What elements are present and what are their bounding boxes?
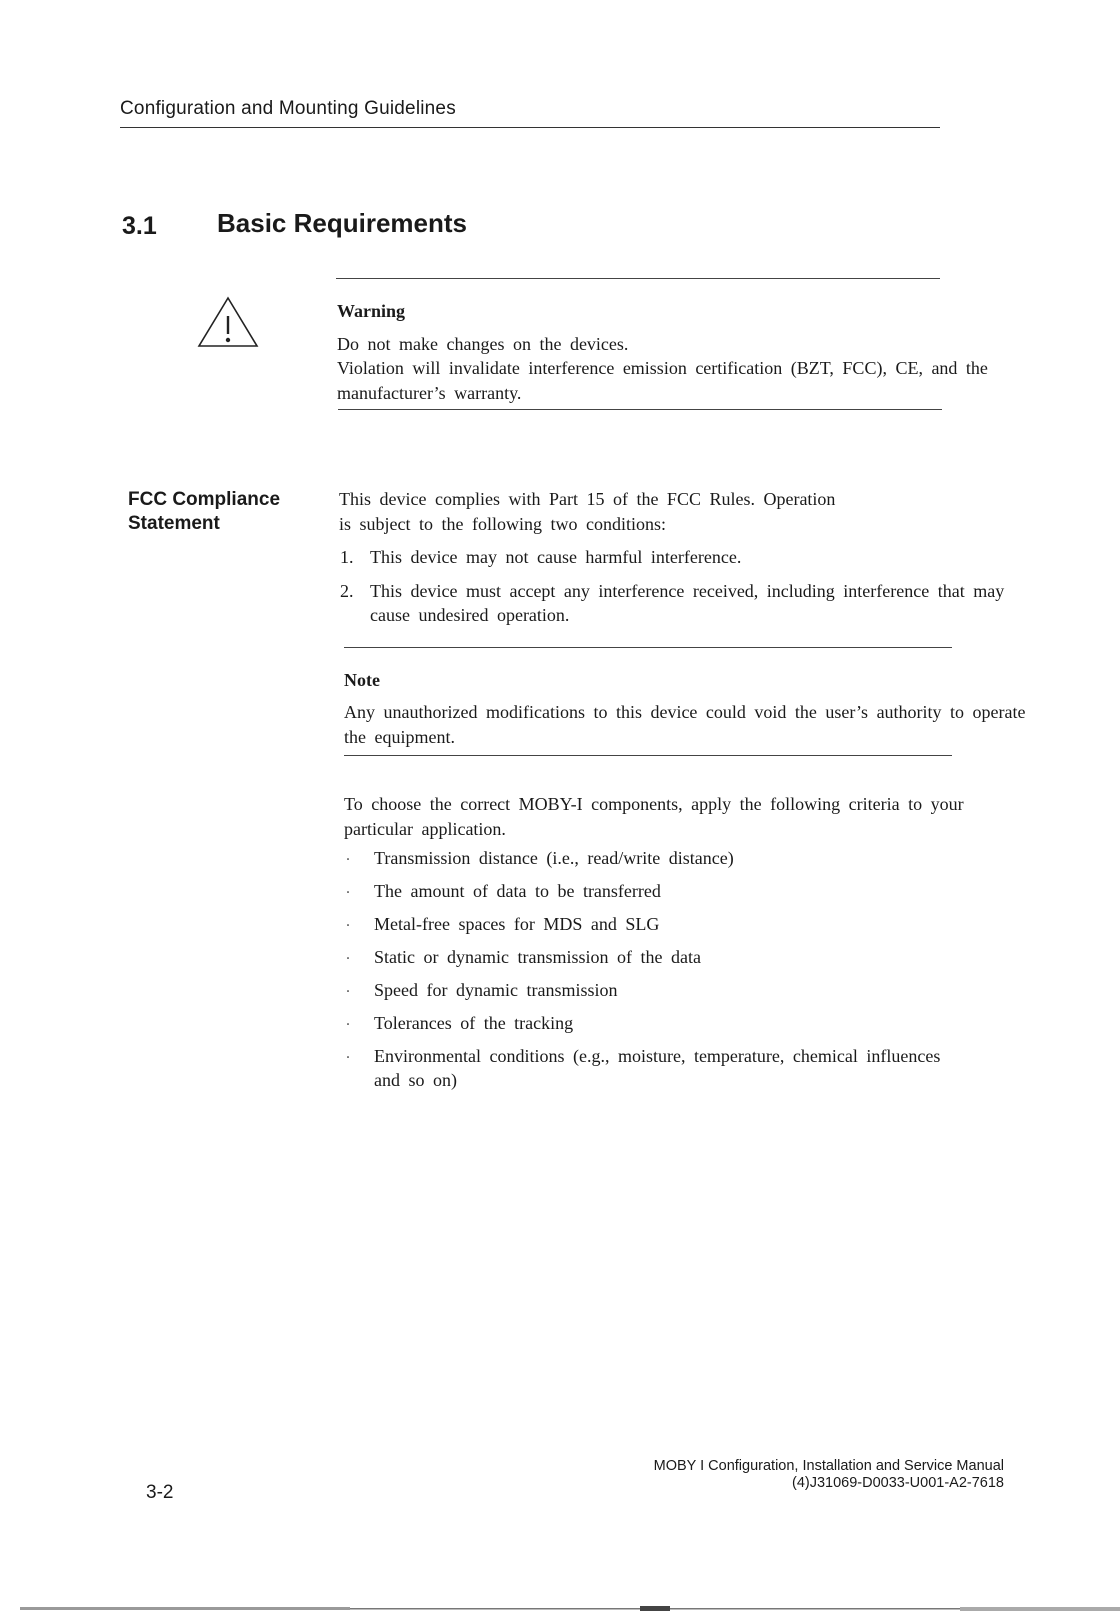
header-rule [120, 127, 940, 128]
warning-triangle-icon [196, 294, 260, 350]
list-item: . The amount of data to be transferred [344, 879, 994, 903]
fcc-label-line-1: FCC Compliance [128, 489, 281, 510]
warning-line-2: Violation will invalidate interference emission certification (BZT, FCC), CE, and the manufacturer’s warranty. [337, 358, 988, 403]
list-item: . Environmental conditions (e.g., moisture, temperature, chemical influences and so on) [344, 1044, 944, 1092]
condition-text: This device may not cause harmful interference. [370, 547, 742, 567]
list-item: . Tolerances of the tracking [344, 1011, 994, 1035]
list-item: . Metal-free spaces for MDS and SLG [344, 912, 994, 936]
fcc-intro: This device complies with Part 15 of the FCC Rules. Operation is subject to the following two conditions: [339, 489, 836, 534]
footer-manual [604, 1458, 1004, 1492]
page-number: 3-2 [146, 1482, 174, 1503]
condition-number: 2. [340, 581, 354, 601]
list-item: . Static or dynamic transmission of the data [344, 945, 994, 969]
section-number: 3.1 [122, 212, 157, 240]
doc-number: (4)J31069-D0033-U001-A2-7618 [792, 1475, 1004, 1491]
fcc-compliance-label [128, 488, 280, 536]
condition-text: This device must accept any interference received, including interference that may cause undesired operation. [370, 581, 1005, 625]
criteria-intro: To choose the correct MOBY-I components, apply the following criteria to your particular application. [344, 794, 964, 839]
running-head: Configuration and Mounting Guidelines [120, 98, 456, 119]
section-title: Basic Requirements [217, 208, 467, 238]
fcc-condition-1 [340, 545, 1020, 569]
fcc-label-line-2: Statement [128, 513, 220, 534]
criteria-list [344, 846, 994, 1101]
warning-top-rule [336, 278, 940, 279]
note-bottom-rule [344, 755, 952, 756]
condition-number: 1. [340, 547, 354, 567]
manual-title: MOBY I Configuration, Installation and Service Manual [653, 1458, 1004, 1474]
fcc-condition-2 [340, 579, 1020, 627]
list-item: . Speed for dynamic transmission [344, 978, 994, 1002]
note-text: Any unauthorized modifications to this device could void the user’s authority to operate the equipment. [344, 702, 1026, 747]
list-item: . Transmission distance (i.e., read/write distance) [344, 846, 994, 870]
note-heading: Note [344, 670, 380, 690]
warning-line-1: Do not make changes on the devices. [337, 334, 629, 354]
warning-bottom-rule [338, 409, 942, 410]
warning-heading: Warning [337, 301, 406, 321]
note-top-rule [344, 647, 952, 648]
scan-edge-strip [0, 1605, 1120, 1613]
